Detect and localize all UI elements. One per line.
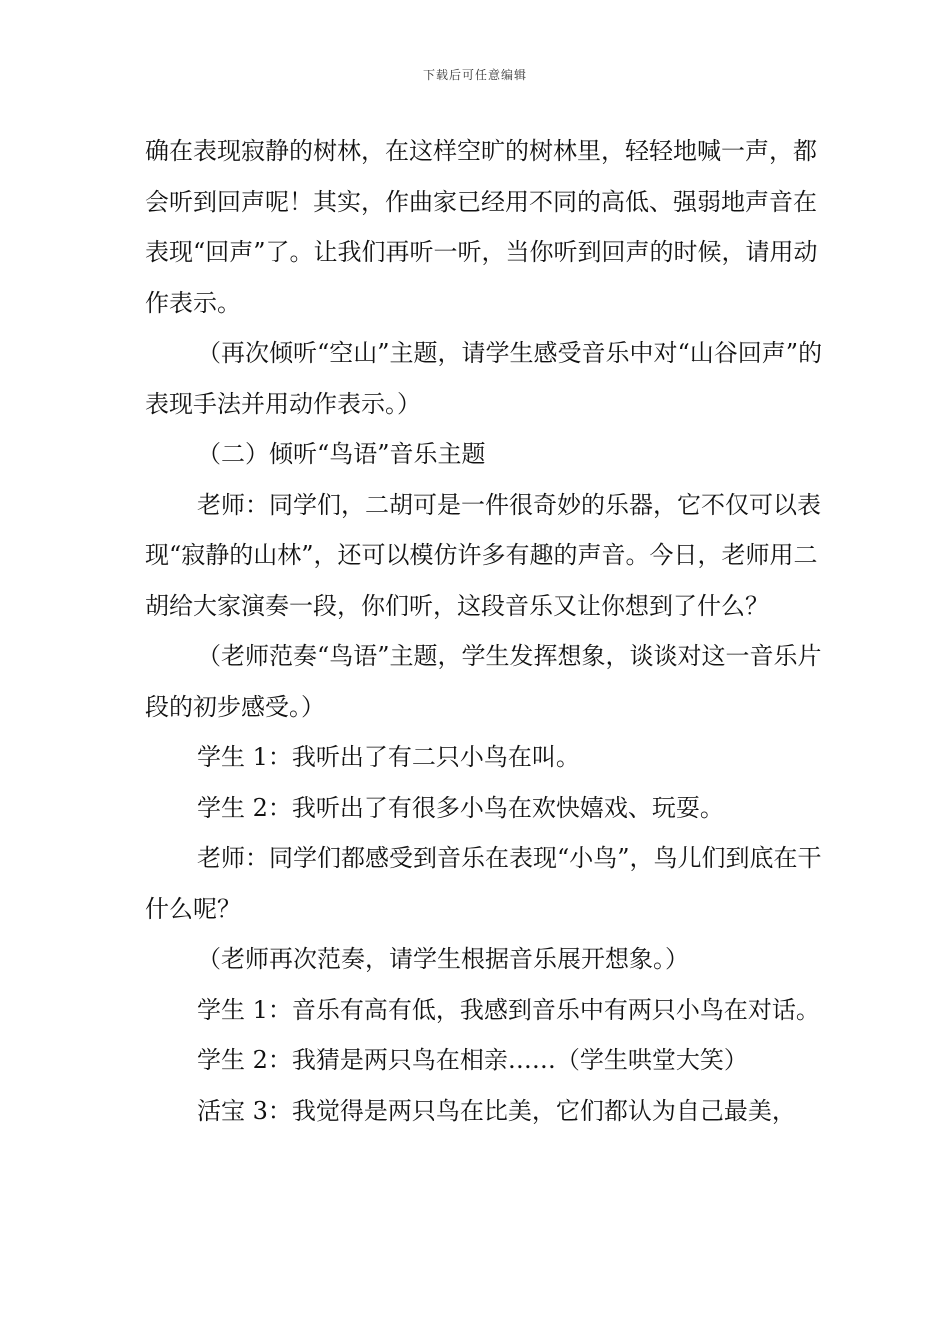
paragraph: 老师：同学们都感受到音乐在表现“小鸟”，鸟儿们到底在干什么呢？ xyxy=(145,844,822,923)
paragraph: 学生 1：音乐有高有低，我感到音乐中有两只小鸟在对话。 xyxy=(197,995,820,1024)
page-header: 下载后可任意编辑 xyxy=(422,68,527,82)
paragraph: 确在表现寂静的树林，在这样空旷的树林里，轻轻地喊一声，都会听到回声呢！其实，作曲家已经用不同的高低、强弱地声音在表现“回声”了。让我们再听一听，当你听到回声的时候，请用动作表示。 xyxy=(145,137,818,317)
paragraph: 学生 1：我听出了有二只小鸟在叫。 xyxy=(197,743,580,771)
paragraph: 老师：同学们，二胡可是一件很奇妙的乐器，它不仅可以表现“寂静的山林”，还可以模仿许多有趣的声音。今日，老师用二胡给大家演奏一段，你们听，这段音乐又让你想到了什么？ xyxy=(145,490,821,620)
body-text xyxy=(145,126,825,1136)
paragraph: （老师再次范奏，请学生根据音乐展开想象。） xyxy=(197,945,689,973)
paragraph: 学生 2：我听出了有很多小鸟在欢快嬉戏、玩耍。 xyxy=(197,793,724,822)
paragraph: 学生 2：我猜是两只鸟在相亲……（学生哄堂大笑） xyxy=(197,1046,748,1074)
paragraph: （再次倾听“空山”主题，请学生感受音乐中对“山谷回声”的表现手法并用动作表示。） xyxy=(145,339,823,418)
paragraph: 活宝 3：我觉得是两只鸟在比美，它们都认为自己最美， xyxy=(197,1096,796,1125)
paragraph: （老师范奏“鸟语”主题，学生发挥想象，谈谈对这一音乐片段的初步感受。） xyxy=(145,642,822,721)
section-heading: （二）倾听“鸟语”音乐主题 xyxy=(197,440,486,468)
